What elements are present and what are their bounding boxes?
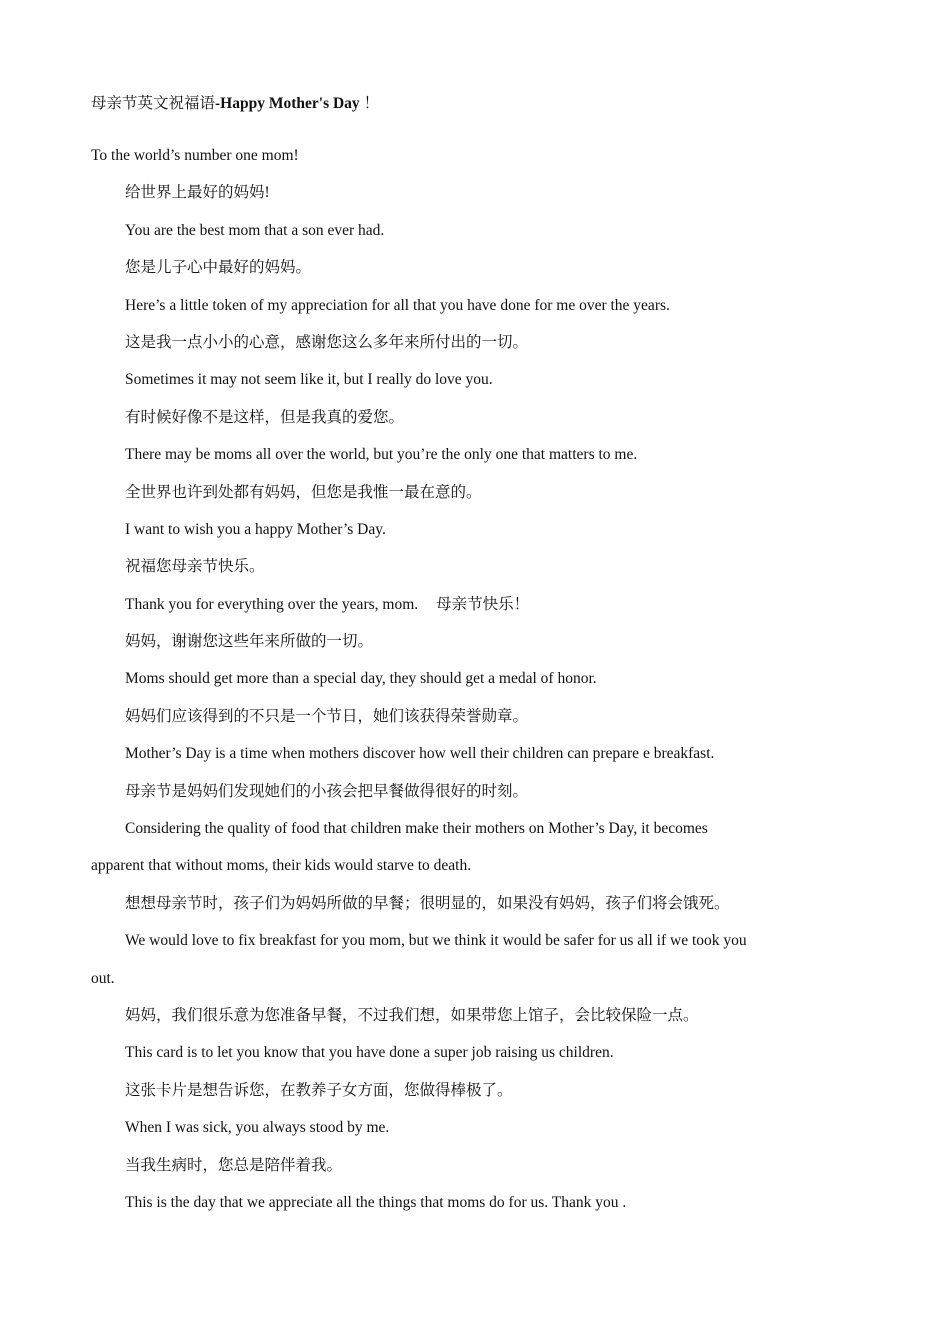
paragraph-line: Here’s a little token of my appreciation for all that you have done for me over the years.: [125, 296, 670, 314]
paragraph-line: 这是我一点小小的心意，感谢您这么多年来所付出的一切。: [125, 333, 529, 351]
paragraph-line: Mother’s Day is a time when mothers discover how well their children can prepare e breakfast.: [125, 745, 715, 763]
paragraph-line-english: Thank you for everything over the years, mom.: [125, 595, 419, 613]
paragraph-line: 当我生病时，您总是陪伴着我。: [125, 1156, 343, 1174]
paragraph-line: You are the best mom that a son ever had.: [125, 221, 385, 239]
paragraph-line: 您是儿子心中最好的妈妈。: [125, 259, 312, 277]
paragraph-line: 妈妈，谢谢您这些年来所做的一切。: [125, 633, 374, 651]
paragraph-line: 母亲节是妈妈们发现她们的小孩会把早餐做得很好的时刻。: [125, 782, 529, 800]
paragraph-line: 这张卡片是想告诉您，在教养子女方面，您做得棒极了。: [125, 1081, 513, 1099]
paragraph-line: 给世界上最好的妈妈!: [125, 184, 270, 202]
title-chinese: 母亲节英文祝福语: [91, 95, 216, 112]
paragraph-line: We would love to fix breakfast for you mom, but we think it would be safer for us all if we took you: [125, 932, 747, 950]
paragraph-line: Sometimes it may not seem like it, but I really do love you.: [125, 371, 493, 389]
paragraph-line: apparent that without moms, their kids would starve to death.: [91, 857, 472, 875]
paragraph-line: 全世界也许到处都有妈妈，但您是我惟一最在意的。: [125, 483, 482, 501]
document-title: [91, 94, 379, 114]
paragraph-line: Moms should get more than a special day, they should get a medal of honor.: [125, 670, 597, 688]
paragraph-line: Considering the quality of food that children make their mothers on Mother’s Day, it becomes: [125, 820, 708, 838]
paragraph-line: There may be moms all over the world, but you’re the only one that matters to me.: [125, 446, 638, 464]
paragraph-line: 有时候好像不是这样，但是我真的爱您。: [125, 408, 405, 426]
paragraph-line: I want to wish you a happy Mother’s Day.: [125, 520, 386, 538]
paragraph-line: This card is to let you know that you have done a super job raising us children.: [125, 1044, 614, 1062]
paragraph-line-chinese: 母亲节快乐！: [436, 595, 530, 613]
title-english: -Happy Mother's Day: [215, 95, 360, 112]
paragraph-line: To the world’s number one mom!: [91, 147, 299, 164]
paragraph-line: 妈妈们应该得到的不只是一个节日，她们该获得荣誉勋章。: [125, 707, 529, 725]
paragraph-line: 妈妈，我们很乐意为您准备早餐，不过我们想，如果带您上馆子，会比较保险一点。: [125, 1006, 699, 1024]
paragraph-line: When I was sick, you always stood by me.: [125, 1119, 390, 1137]
title-exclamation: ！: [363, 95, 380, 112]
paragraph-line: This is the day that we appreciate all the things that moms do for us. Thank you .: [125, 1193, 627, 1211]
paragraph-line: 祝福您母亲节快乐。: [125, 558, 265, 576]
document-body: [91, 146, 811, 1230]
paragraph-line: 想想母亲节时，孩子们为妈妈所做的早餐；很明显的，如果没有妈妈，孩子们将会饿死。: [125, 894, 730, 912]
paragraph-line: out.: [91, 969, 115, 987]
paragraph-line: [91, 595, 811, 632]
